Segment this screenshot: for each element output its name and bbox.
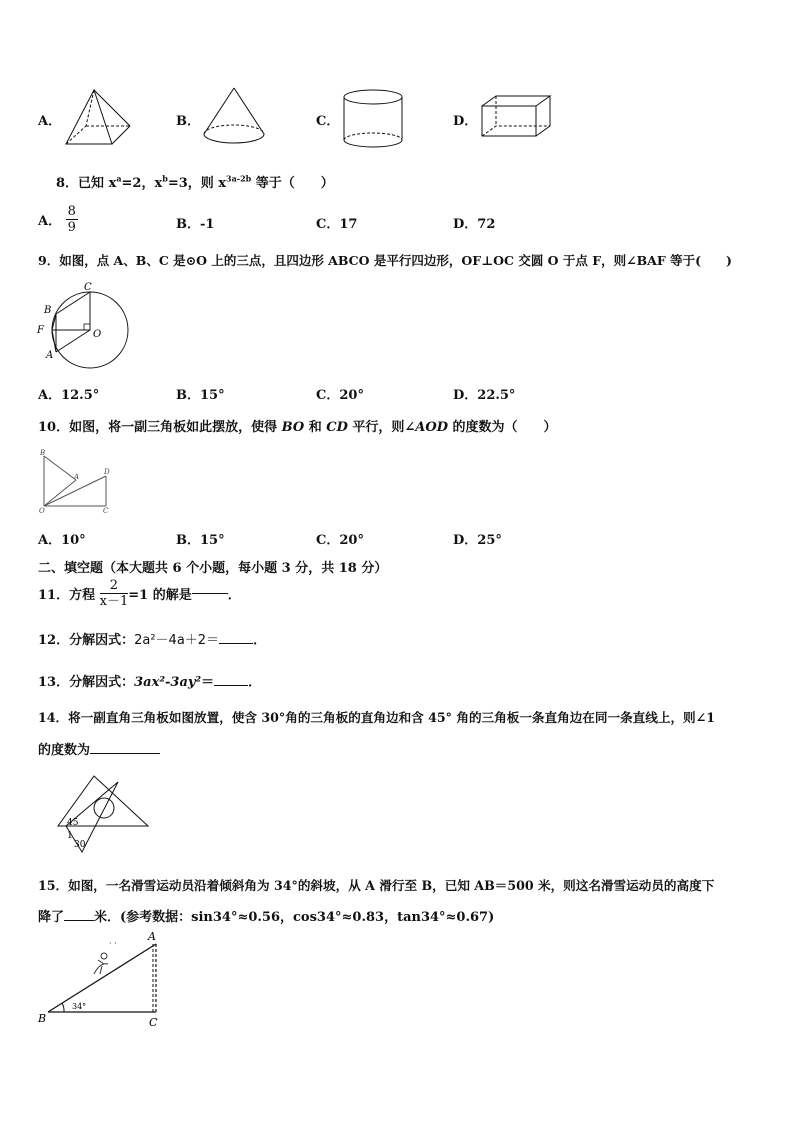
q13-stem: 13．分解因式：3ax²-3ay²＝ ． [38, 675, 262, 690]
q9-label-f: F [37, 325, 44, 336]
q8-option-d: D．72 [453, 217, 496, 232]
q7-option-b-label: B． [176, 114, 200, 129]
section-2-title: 二、填空题（本大题共 6 个小题，每小题 3 分，共 18 分） [38, 561, 388, 576]
q10-triangles-figure [38, 448, 118, 514]
q9-option-d: D．22.5° [453, 388, 516, 403]
q10-label-a: A [74, 473, 80, 481]
q8-option-b: B．-1 [176, 217, 215, 232]
q14-label-45: 45 [67, 818, 79, 828]
q7-option-a-label: A． [38, 114, 62, 129]
q8-option-a: A． $\frac{8}{9}$ [38, 204, 76, 235]
q10-label-o: O [39, 507, 45, 515]
q10-label-c: C [103, 507, 109, 515]
q15-label-a: A [148, 930, 156, 943]
q10-stem: 10．如图，将一副三角板如此摆放，使得 BO 和 CD 平行，则∠AOD 的度数为（ ） [38, 420, 557, 435]
q15-slope-figure [36, 930, 176, 1030]
q11-stem: 11．方程 $\frac{2}{x-1}$ =1 的解是 ． [38, 578, 241, 609]
q15-label-c: C [149, 1016, 158, 1029]
q9-circle-figure [36, 280, 136, 364]
q7-cone-figure [202, 86, 266, 148]
q15-answer-blank[interactable] [64, 920, 94, 921]
svg-text:· ·: · · [109, 939, 117, 948]
q10-option-d: D．25° [453, 533, 502, 548]
q14-line-2: 的度数为 [38, 739, 160, 758]
q7-option-c-label: C． [316, 114, 340, 129]
q9-label-c: C [84, 282, 92, 293]
q9-label-o: O [93, 329, 102, 340]
q10-option-b: B．15° [176, 533, 225, 548]
q9-stem: 9．如图，点 A、B、C 是⊙O 上的三点，且四边形 ABCO 是平行四边形，OF⊥OC 交圆 O 于点 F，则∠BAF 等于( ) [38, 253, 732, 268]
q9-option-c: C．20° [316, 388, 364, 403]
q15-line-2: 降了 米．(参考数据：sin34°≈0.56，cos34°≈0.83，tan34°≈0.67) [38, 910, 495, 925]
q14-line-1: 14．将一副直角三角板如图放置，使含 30°角的三角板的直角边和含 45° 角的三角板一条直角边在同一条直线上，则∠1 [38, 710, 715, 725]
q12-stem: 12．分解因式：2a²－4a＋2＝ ． [38, 633, 267, 648]
q9-option-a: A．12.5° [38, 388, 100, 403]
q8-option-c: C．17 [316, 217, 358, 232]
q7-cylinder-figure [342, 88, 404, 150]
q10-label-d: D [104, 468, 110, 476]
q7-option-d-label: D． [453, 114, 478, 129]
q13-answer-blank[interactable] [214, 685, 248, 686]
q14-answer-blank[interactable] [90, 753, 160, 754]
q10-label-b: B [40, 449, 46, 457]
q9-label-b: B [44, 305, 52, 316]
q14-triangles-figure [54, 774, 154, 854]
q14-label-1: 1 [67, 831, 73, 841]
q15-line-1: 15．如图，一名滑雪运动员沿着倾斜角为 34°的斜坡，从 A 滑行至 B，已知 AB＝500 米，则这名滑雪运动员的高度下 [38, 878, 715, 893]
q12-answer-blank[interactable] [219, 643, 253, 644]
q7-cuboid-figure [480, 94, 552, 140]
q15-label-b: B [38, 1012, 47, 1025]
q11-answer-blank[interactable] [192, 593, 228, 594]
q10-option-c: C．20° [316, 533, 364, 548]
q9-option-b: B．15° [176, 388, 225, 403]
q15-label-angle: 34° [72, 1002, 87, 1011]
q8-stem: 8．已知 $x^a=2$，$x^b=3$，则 $x^{3a-2b}$ 等于（ ） [56, 173, 334, 191]
q9-label-a: A [46, 350, 54, 361]
q7-pyramid-figure [64, 88, 132, 148]
q14-label-30: 30 [74, 840, 86, 850]
q10-option-a: A．10° [38, 533, 86, 548]
